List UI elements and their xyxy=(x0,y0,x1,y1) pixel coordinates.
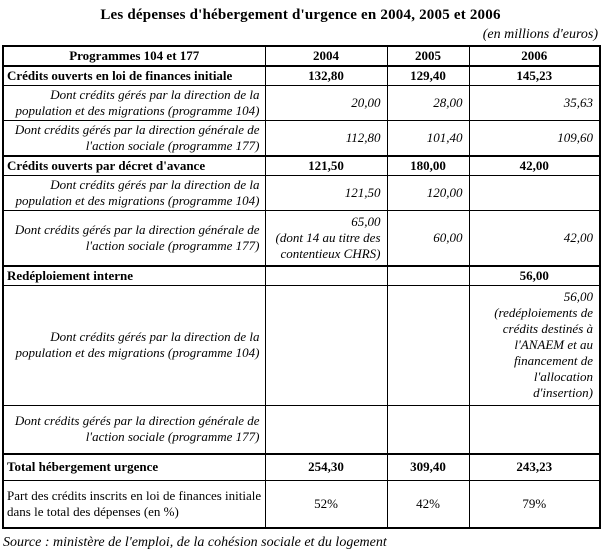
value-2005: 309,40 xyxy=(387,454,469,480)
value-note: (redéploiements de crédits destinés à l'ANAEM et au financement de l'allocation d'insertion) xyxy=(494,305,593,400)
value-2006: 35,63 xyxy=(469,86,600,121)
value-2005 xyxy=(387,285,469,405)
value-2005: 101,40 xyxy=(387,121,469,157)
row-label: Dont crédits gérés par la direction de la population et des migrations (programme 104) xyxy=(3,176,265,211)
row-label: Dont crédits gérés par la direction de la population et des migrations (programme 104) xyxy=(3,86,265,121)
value-2004: 121,50 xyxy=(265,156,387,176)
value-2005 xyxy=(387,405,469,454)
column-header-programmes: Programmes 104 et 177 xyxy=(3,46,265,66)
table-row xyxy=(3,405,600,454)
value-2004 xyxy=(265,266,387,286)
value-amount: 65,00 xyxy=(351,213,381,229)
value-amount: 56,00 xyxy=(563,289,593,304)
value-2006: 79% xyxy=(469,480,600,528)
value-2005 xyxy=(387,266,469,286)
value-2006: 56,00 xyxy=(469,266,600,286)
value-2004: 52% xyxy=(265,480,387,528)
report-page xyxy=(0,7,601,553)
row-label: Dont crédits gérés par la direction générale de l'action sociale (programme 177) xyxy=(3,211,265,266)
table-row xyxy=(3,454,600,480)
table-row xyxy=(3,121,600,157)
row-label: Redéploiement interne xyxy=(3,266,265,286)
value-2006: 243,23 xyxy=(469,454,600,480)
table-row xyxy=(3,480,600,528)
row-label: Part des crédits inscrits en loi de finances initiale dans le total des dépenses (en %) xyxy=(3,480,265,528)
table-row xyxy=(3,176,600,211)
value-2005: 120,00 xyxy=(387,176,469,211)
row-label: Total hébergement urgence xyxy=(3,454,265,480)
value-2005: 129,40 xyxy=(387,66,469,86)
table-row xyxy=(3,266,600,286)
page-title: Les dépenses d'hébergement d'urgence en 2004, 2005 et 2006 xyxy=(100,7,501,23)
value-2004: 112,80 xyxy=(265,121,387,157)
table-header-row xyxy=(3,46,600,66)
table-row xyxy=(3,66,600,86)
value-2004: 20,00 xyxy=(265,86,387,121)
row-label: Dont crédits gérés par la direction générale de l'action sociale (programme 177) xyxy=(3,405,265,454)
value-2006 xyxy=(469,405,600,454)
column-header-2004: 2004 xyxy=(265,46,387,66)
value-2006: 145,23 xyxy=(469,66,600,86)
table-row xyxy=(3,285,600,405)
value-2005: 60,00 xyxy=(387,211,469,266)
row-label: Crédits ouverts par décret d'avance xyxy=(3,156,265,176)
unit-note: (en millions d'euros) xyxy=(482,27,598,42)
value-2004: 121,50 xyxy=(265,176,387,211)
column-header-2005: 2005 xyxy=(387,46,469,66)
table-row xyxy=(3,211,600,266)
source-note: Source : ministère de l'emploi, de la cohésion sociale et du logement xyxy=(3,535,387,550)
value-2006: 42,00 xyxy=(469,211,600,266)
value-2005: 28,00 xyxy=(387,86,469,121)
expenses-table xyxy=(2,45,601,529)
value-2006 xyxy=(469,176,600,211)
value-2004 xyxy=(265,405,387,454)
value-note: (dont 14 au titre des contentieux CHRS) xyxy=(275,229,381,261)
table-row xyxy=(3,86,600,121)
value-2005: 42% xyxy=(387,480,469,528)
value-2004: 254,30 xyxy=(265,454,387,480)
value-2005: 180,00 xyxy=(387,156,469,176)
row-label: Dont crédits gérés par la direction générale de l'action sociale (programme 177) xyxy=(3,121,265,157)
value-2006: 42,00 xyxy=(469,156,600,176)
row-label: Dont crédits gérés par la direction de la population et des migrations (programme 104) xyxy=(3,285,265,405)
table-row xyxy=(3,156,600,176)
value-2004: 132,80 xyxy=(265,66,387,86)
value-2006 xyxy=(469,285,600,405)
column-header-2006: 2006 xyxy=(469,46,600,66)
value-2004 xyxy=(265,285,387,405)
row-label: Crédits ouverts en loi de finances initiale xyxy=(3,66,265,86)
value-2004 xyxy=(265,211,387,266)
value-2006: 109,60 xyxy=(469,121,600,157)
